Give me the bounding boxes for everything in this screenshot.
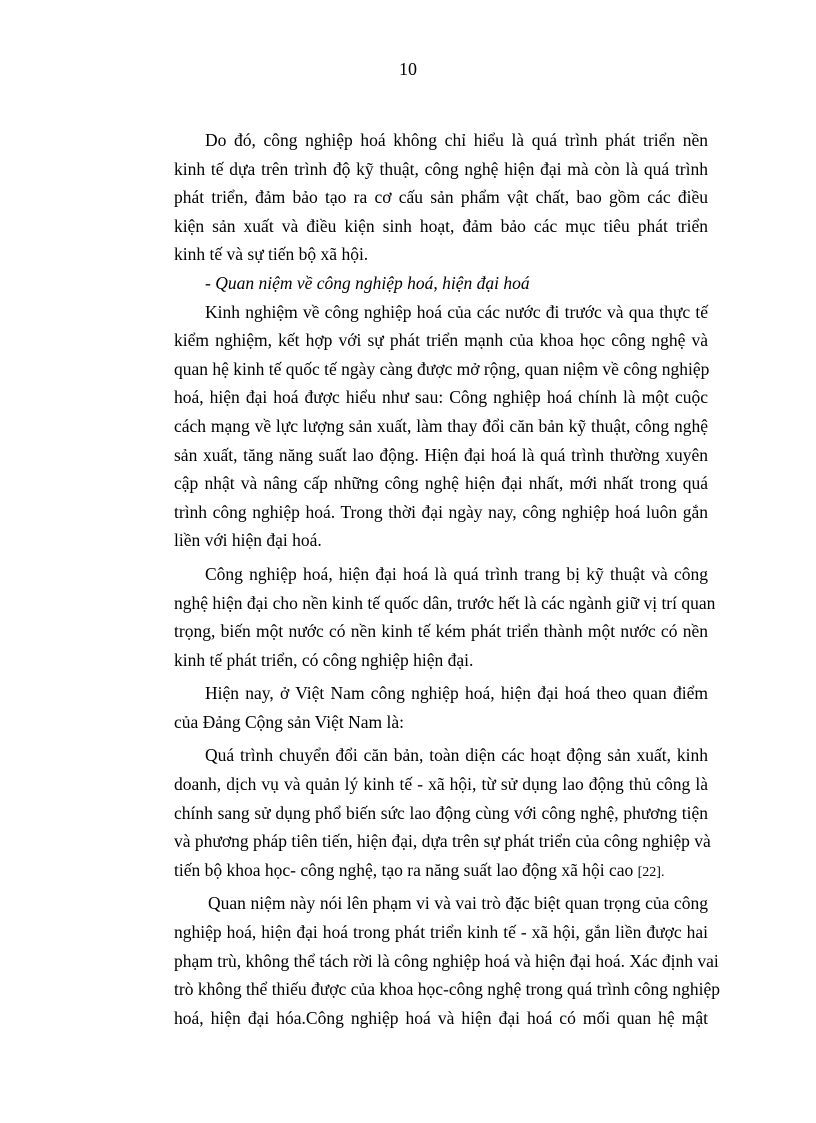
text-line: Hiện nay, ở Việt Nam công nghiệp hoá, hiện đại hoá theo quan điểm [205, 683, 708, 704]
text-line: hoá, hiện đại hóa.Công nghiệp hoá và hiện đại hoá có mối quan hệ mật [174, 1007, 708, 1028]
text-line: Kinh nghiệm về công nghiệp hoá của các nước đi trước và qua thực tế [205, 301, 708, 322]
document-body [174, 126, 721, 1032]
text-line: của Đảng Cộng sản Việt Nam là: [174, 711, 404, 732]
text-line: kiện sản xuất và điều kiện sinh hoạt, đảm bảo các mục tiêu phát triển [174, 215, 708, 236]
text-line: cách mạng về lực lượng sản xuất, làm thay đổi căn bản kỹ thuật, công nghệ [174, 415, 708, 436]
page-number: 10 [399, 59, 417, 79]
heading-text: - Quan niệm về công nghiệp hoá, hiện đại hoá [205, 272, 530, 293]
text-line: nghệ hiện đại cho nền kinh tế quốc dân, trước hết là các ngành giữ vị trí quan [174, 592, 716, 613]
text-line: kinh tế dựa trên trình độ kỹ thuật, công nghệ hiện đại mà còn là quá trình [174, 158, 708, 179]
text-line: kinh tế và sự tiến bộ xã hội. [174, 244, 369, 265]
paragraph [174, 126, 708, 269]
text-line: phạm trù, không thể tách rời là công nghiệp hoá và hiện đại hoá. Xác định vai [174, 950, 719, 971]
text-line: quan hệ kinh tế quốc tế ngày càng được mở rộng, quan niệm về công nghiệp [174, 358, 710, 379]
text-line: phát triển, đảm bảo tạo ra cơ cấu sản phẩm vật chất, bao gồm các điều [174, 187, 708, 208]
text-line: trọng, biến một nước có nền kinh tế kém phát triển thành một nước có nền [174, 621, 708, 642]
text-line: Công nghiệp hoá, hiện đại hoá là quá trình trang bị kỹ thuật và công [205, 563, 708, 584]
text-line: hoá, hiện đại hoá được hiểu như sau: Công nghiệp hoá chính là một cuộc [174, 387, 708, 408]
paragraph [174, 889, 721, 1032]
paragraph [174, 679, 708, 736]
text-line: và phương pháp tiên tiến, hiện đại, dựa trên sự phát triển của công nghiệp và [174, 831, 711, 852]
text-line: trình công nghiệp hoá. Trong thời đại ngày nay, công nghiệp hoá luôn gắn [174, 501, 708, 522]
text-line: chính sang sử dụng phổ biến sức lao động cùng với công nghệ, phương tiện [174, 802, 708, 823]
text-line: Quá trình chuyển đổi căn bản, toàn diện các hoạt động sản xuất, kinh [205, 745, 708, 766]
text-line: kinh tế phát triển, có công nghiệp hiện đại. [174, 649, 474, 670]
text-line: cập nhật và nâng cấp những công nghệ hiện đại nhất, mới nhất trong quá [174, 473, 708, 494]
text-line: trò không thể thiếu được của khoa học-công nghệ trong quá trình công nghiệp [174, 979, 721, 1000]
text-line [174, 856, 708, 885]
paragraph [174, 298, 708, 555]
citation: [22]. [637, 864, 665, 880]
text-line-content: tiến bộ khoa học- công nghệ, tạo ra năng suất lao động xã hội cao [174, 859, 634, 880]
paragraph [174, 741, 711, 884]
paragraph [174, 560, 716, 674]
text-line: sản xuất, tăng năng suất lao động. Hiện đại hoá là quá trình thường xuyên [174, 444, 708, 465]
section-heading [174, 269, 708, 298]
text-line: Quan niệm này nói lên phạm vi và vai trò đặc biệt quan trọng của công [208, 893, 708, 914]
text-line: nghiệp hoá, hiện đại hoá trong phát triển kinh tế - xã hội, gắn liền được hai [174, 922, 708, 943]
text-line: kiểm nghiệm, kết hợp với sự phát triển mạnh của khoa học công nghệ và [174, 330, 708, 351]
text-line: doanh, dịch vụ và quản lý kinh tế - xã hội, từ sử dụng lao động thủ công là [174, 774, 708, 795]
text-line: Do đó, công nghiệp hoá không chỉ hiểu là quá trình phát triển nền [205, 130, 708, 150]
text-line: liền với hiện đại hoá. [174, 530, 322, 551]
